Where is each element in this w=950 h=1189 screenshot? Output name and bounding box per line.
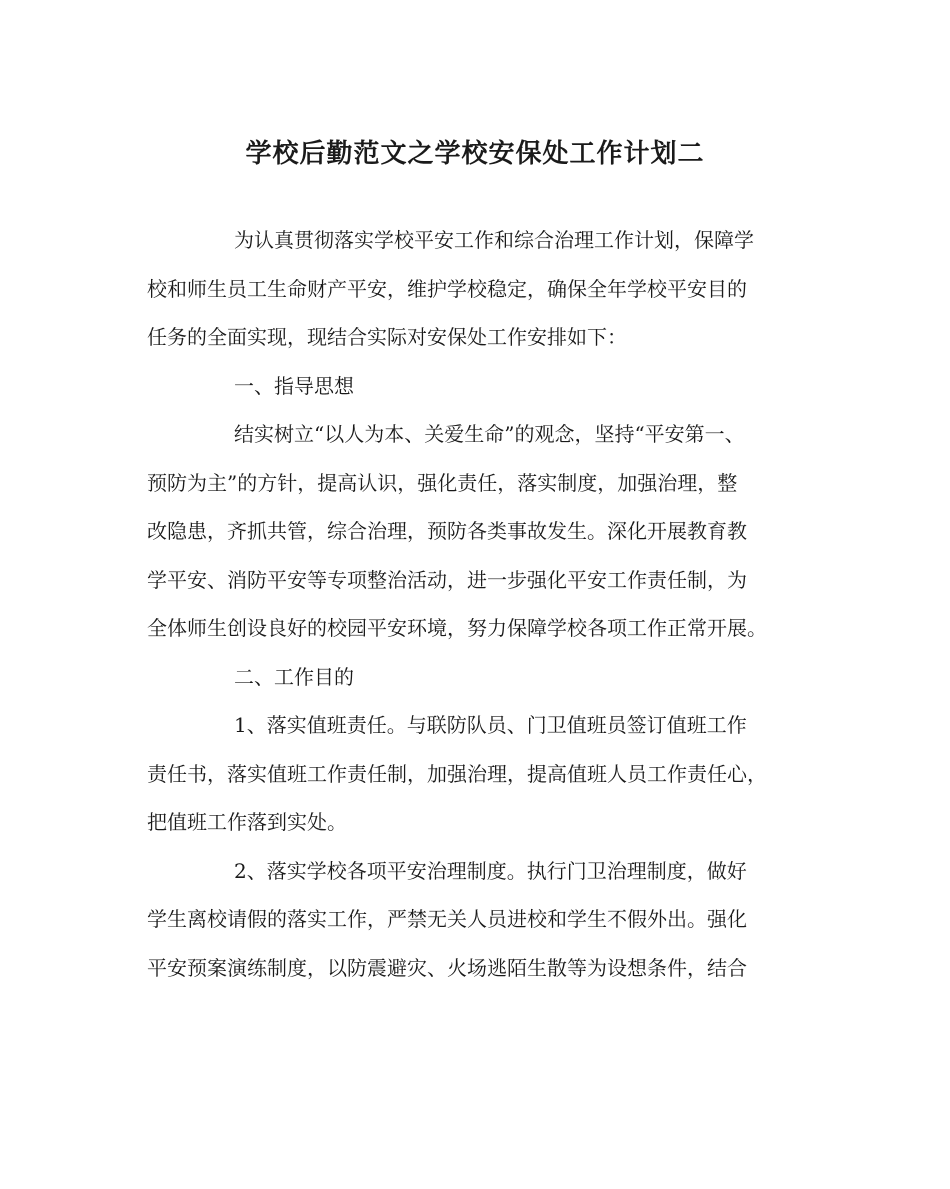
document-body [147,220,817,996]
body-line-11: 1、落实值班责任。与联防队员、门卫值班员签订值班工作 [234,713,747,737]
body-line-9: 全体师生创设良好的校园平安环境，努力保障学校各项工作正常开展。 [147,616,767,640]
body-line-15: 学生离校请假的落实工作，严禁无关人员进校和学生不假外出。强化 [147,907,747,931]
body-line-14: 2、落实学校各项平安治理制度。执行门卫治理制度，做好 [234,858,747,883]
section-heading-guiding-ideology: 一、指导思想 [234,373,354,398]
body-line-3: 任务的全面实现，现结合实际对安保处工作安排如下： [147,325,627,349]
body-line-13: 把值班工作落到实处。 [147,810,347,834]
body-line-5: 结实树立“以人为本、关爱生命”的观念，坚持“平安第一、 [234,422,745,446]
body-line-8: 学平安、消防平安等专项整治活动，进一步强化平安工作责任制，为 [147,567,747,592]
body-line-2: 校和师生员工生命财产平安，维护学校稳定，确保全年学校平安目的 [147,276,747,301]
body-line-6: 预防为主”的方针，提高认识，强化责任，落实制度，加强治理，整 [147,470,738,495]
body-line-16: 平安预案演练制度，以防震避灾、火场逃陌生散等为设想条件，结合 [147,955,747,980]
section-heading-work-objectives: 二、工作目的 [234,664,354,689]
body-line-12: 责任书，落实值班工作责任制，加强治理，提高值班人员工作责任心， [147,761,767,786]
body-line-1: 为认真贯彻落实学校平安工作和综合治理工作计划，保障学 [234,228,754,252]
document-title: 学校后勤范文之学校安保处工作计划二 [245,139,705,169]
body-line-7: 改隐患，齐抓共管，综合治理，预防各类事故发生。深化开展教育教 [147,519,747,543]
